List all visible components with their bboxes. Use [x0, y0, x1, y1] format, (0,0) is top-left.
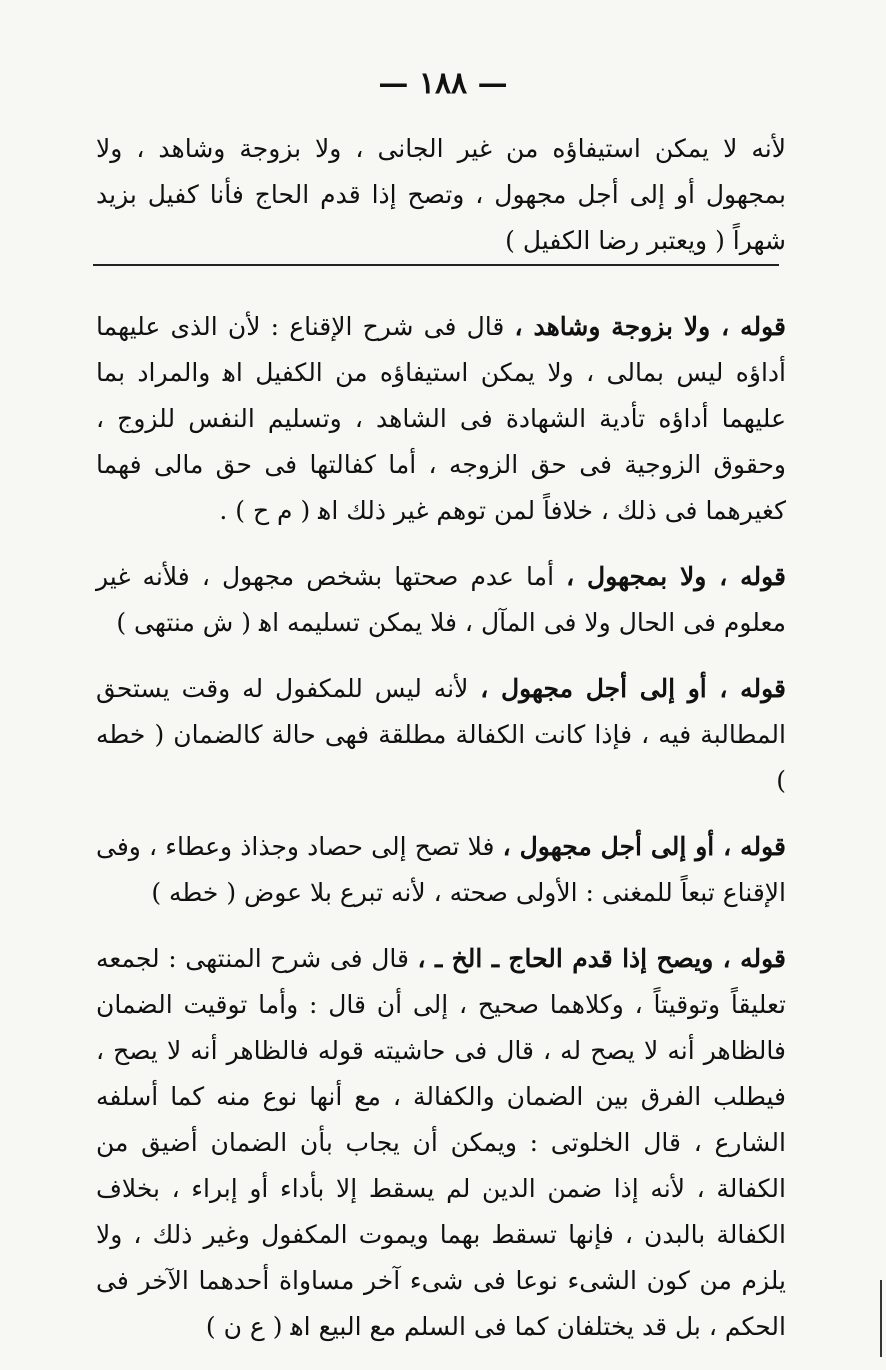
footnote	[96, 666, 786, 804]
footnotes	[96, 304, 786, 1370]
footnote-body: قال فى شرح الإقناع : لأن الذى عليهما أداؤه ليس بمالى ، ولا يمكن استيفاؤه من الكفيل اﻫ والمراد بما عليهما أداؤه تأدية الشهادة فى الشاهد ، وتسليم النفس للزوج ، وحقوق الزوجية فى حق الزوجه ، أما كفالتها فى حق مالى فهما كغيرهما فى ذلك ، خلافاً لمن توهم غير ذلك اﻫ ( م ح ) .	[96, 312, 786, 525]
footnote-lead: قوله ، ولا بمجهول ،	[566, 562, 786, 591]
footnote-body: قال فى شرح المنتهى : لجمعه تعليقاً وتوقيتاً ، وكلاهما صحيح ، إلى أن قال : وأما توقيت الضمان فالظاهر أنه لا يصح له ، قال فى حاشيته قوله فالظاهر أنه لا يصح ، فيطلب الفرق بين الضمان والكفالة ، مع أنها نوع منه كما أسلفه الشارع ، قال الخلوتى : ويمكن أن يجاب بأن الضمان أضيق من الكفالة ، لأنه إذا ضمن الدين لم يسقط إلا بأداء أو إبراء ، بخلاف الكفالة بالبدن ، فإنها تسقط بهما ويموت المكفول وغير ذلك ، ولا يلزم من كون الشىء نوعا فى شىء آخر مساواة أحدهما الآخر فى الحكم ، بل قد يختلفان كما فى السلم مع البيع اﻫ ( ع ن )	[96, 944, 786, 1341]
footnote-lead: قوله ، أو إلى أجل مجهول ،	[502, 832, 786, 861]
footnote-divider	[93, 264, 779, 266]
footnote-lead: قوله ، ولا بزوجة وشاهد ،	[514, 312, 786, 341]
footnote	[96, 824, 786, 916]
footnote	[96, 304, 786, 534]
footnote-lead: قوله ، أو إلى أجل مجهول ،	[480, 674, 786, 703]
footnote	[96, 554, 786, 646]
footnote	[96, 936, 786, 1350]
footnote-lead: قوله ، ويصح إذا قدم الحاج ـ الخ ـ ،	[417, 944, 786, 973]
footnote-body: أما عدم صحتها بشخص مجهول ، فلأنه غير معلوم فى الحال ولا فى المآل ، فلا يمكن تسليمه اﻫ ( ش منتهى )	[96, 562, 786, 637]
footnote-body: لأنه ليس للمكفول له وقت يستحق المطالبة فيه ، فإذا كانت الكفالة مطلقة فهى حالة كالضمان ( خطه )	[96, 674, 786, 795]
page-edge-mark	[880, 1280, 882, 1357]
page-number: — ١٨٨ —	[378, 66, 508, 101]
main-text: لأنه لا يمكن استيفاؤه من غير الجانى ، ولا بزوجة وشاهد ، ولا بمجهول أو إلى أجل مجهول ، وتصح إذا قدم الحاج فأنا كفيل بزيد شهراً ( ويعتبر رضا الكفيل )	[96, 134, 786, 255]
footnote-body: فلا تصح إلى حصاد وجذاذ وعطاء ، وفى الإقناع تبعاً للمغنى : الأولى صحته ، لأنه تبرع بلا عوض ( خطه )	[96, 832, 786, 907]
